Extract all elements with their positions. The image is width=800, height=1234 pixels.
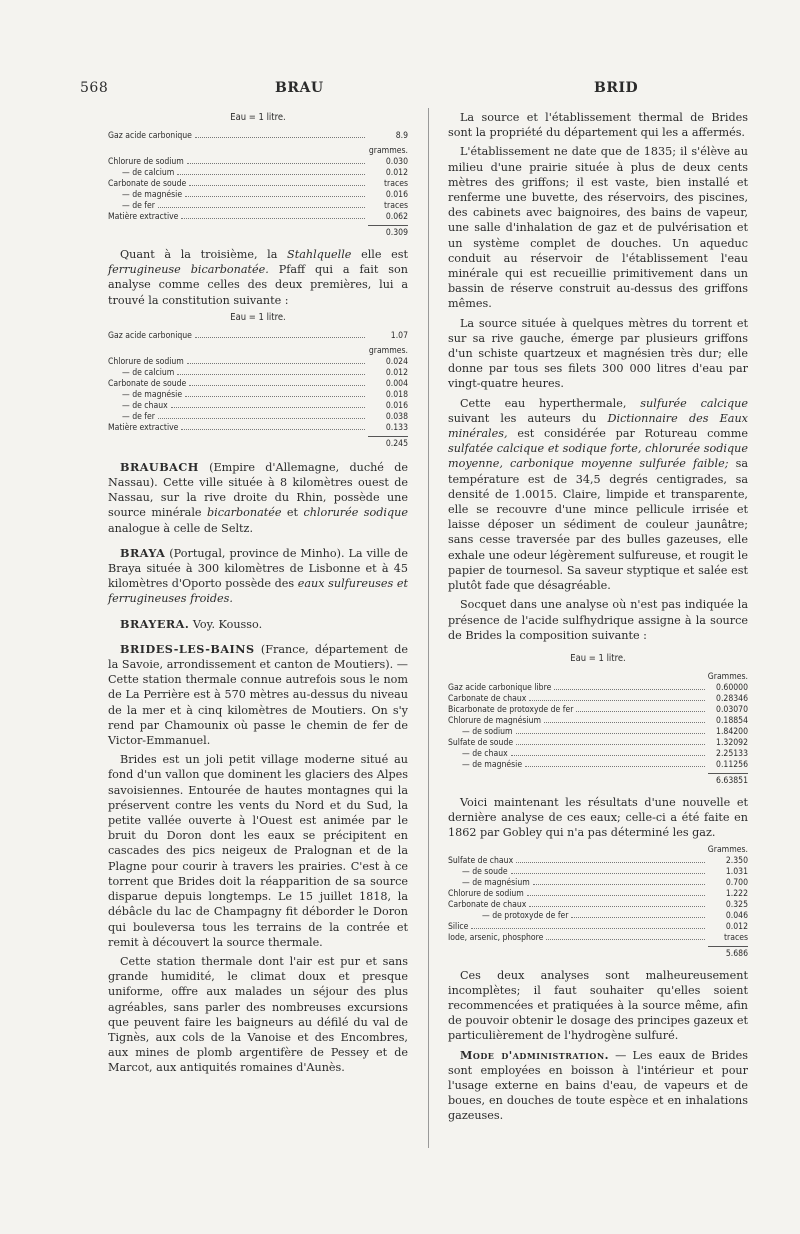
left-column: [108, 110, 408, 1080]
table-row: — de magnésie 0.018: [122, 389, 408, 400]
table-row: — de chaux 2.25133: [462, 748, 748, 759]
paragraph: Quant à la troisième, la Stahlquelle elle est ferrugineuse bicarbonatée. Pfaff qui a fait son analyse comme celles des deux premières, lui a trouvé la constitution suivante :: [108, 248, 408, 307]
right-column: [448, 110, 748, 1128]
analysis-table-2: [108, 312, 408, 450]
table-row: Carbonate de chaux 0.325: [448, 899, 748, 910]
table-row: — de magnésie 0.11256: [462, 759, 748, 770]
table-row: Chlorure de sodium 0.030: [108, 157, 408, 167]
table-unit: grammes.: [368, 345, 408, 356]
running-head-right: BRID: [594, 80, 639, 96]
table-total: 5.686: [708, 946, 748, 960]
table-row: Matière extractive 0.133: [108, 422, 408, 433]
table-unit: Grammes.: [707, 671, 748, 682]
paragraph: L'établissement ne date que de 1835; il s'élève au milieu d'une prairie située à plus de deux cents mètres des griffons; il est vaste, bien installé et renferme une buvette, des réservoirs, des piscines, des cabinets avec baignoires, des bains de vapeur, une salle d'inhalation de gaz et de pulvérisation et un système complet de douches. Un aqueduc conduit au réservoir de l'établissement l'eau minérale qui est recueillie primitivement dans un bassin de réserve construit au-dessus des griffons mêmes.: [448, 145, 748, 311]
headword: BRIDES-LES-BAINS: [120, 641, 255, 656]
table-row: Bicarbonate de protoxyde de fer 0.03070: [448, 704, 748, 715]
analysis-table-1: [108, 112, 408, 239]
table-unit: Grammes.: [707, 844, 748, 855]
table-row: — de fer 0.038: [122, 411, 408, 422]
table-row: Sulfate de soude 1.32092: [448, 737, 748, 748]
paragraph: Socquet dans une analyse où n'est pas indiquée la présence de l'acide sulfhydrique assigne à la source de Brides la composition suivante :: [448, 598, 748, 642]
table-row: — de magnésium 0.700: [462, 877, 748, 888]
table-caption: Eau = 1 litre.: [230, 311, 286, 323]
table-row: Chlorure de sodium 1.222: [448, 888, 748, 899]
table-row: Carbonate de soude 0.004: [108, 378, 408, 389]
table-caption: Eau = 1 litre.: [230, 112, 286, 123]
table-row: — de soude 1.031: [462, 866, 748, 877]
paragraph: La source et l'établissement thermal de Brides sont la propriété du département qui les a affermés.: [448, 111, 748, 140]
table-row: Gaz acide carbonique 8.9: [108, 131, 408, 141]
paragraph: Cette eau hyperthermale, sulfurée calcique suivant les auteurs du Dictionnaire des Eaux minérales, est considérée par Rotureau comme sulfatée calcique et sodique forte, chlorurée sodique moyenne, carbonique moyenne sulfurée faible; sa température est de 34,5 degrés centigrades, sa densité de 1.0015. Claire, limpide et transparente, elle se recouvre d'une mince pellicule irrisée et laisse déposer un sédiment de couleur jaunâtre; sans cesse traversée par des bulles gazeuses, elle exhale une odeur légèrement sulfureuse, et rougit le papier de tournesol. Sa saveur styptique et salée est plutôt fade que désagréable.: [448, 396, 749, 593]
analysis-table-socquet: [448, 653, 748, 787]
column-divider: [428, 108, 429, 1148]
table-row: Gaz acide carbonique 1.07: [108, 330, 408, 341]
table-total: 6.63851: [708, 773, 748, 787]
table-row: — de protoxyde de fer 0.046: [482, 910, 748, 921]
headword: BRAYA: [120, 545, 166, 560]
entry-braya: BRAYA (Portugal, province de Minho). La ville de Braya située à 300 kilomètres de Lisbonne et à 45 kilomètres d'Oporto possède des eaux sulfureuses et ferrugineuses froides.: [108, 545, 408, 606]
table-row: Matière extractive 0.062: [108, 212, 408, 222]
table-row: — de calcium 0.012: [122, 168, 408, 178]
headword: BRAUBACH: [120, 459, 199, 474]
running-head-left: BRAU: [275, 80, 324, 96]
paragraph: Cette station thermale dont l'air est pur et sans grande humidité, le climat doux et presque uniforme, offre aux malades un séjour des plus agréables, sans parler des nombreuses excursions que peuvent faire les baigneurs au défilé du val de Tignès, aux cols de la Vanoise et des Encombres, aux mines de plomb argentifère de Pessey et de Marcot, aux antiquités romaines d'Aunès.: [108, 954, 408, 1075]
table-row: — de fer traces: [122, 201, 408, 211]
table-row: Chlorure de magnésium 0.18854: [448, 715, 748, 726]
table-row: — de magnésie 0.016: [122, 190, 408, 200]
paragraph: Mode d'administration. — Les eaux de Brides sont employées en boisson à l'intérieur et pour l'usage externe en bains d'eau, de vapeurs et de boues, en douches de toute espèce et en inhalations gazeuses.: [448, 1047, 748, 1123]
analysis-table-gobley: [448, 845, 748, 960]
entry-brayera: BRAYERA. Voy. Kousso.: [120, 616, 263, 631]
headword: BRAYERA.: [120, 616, 190, 631]
table-row: Carbonate de soude traces: [108, 179, 408, 189]
entry-braubach: BRAUBACH (Empire d'Allemagne, duché de Nassau). Cette ville située à 8 kilomètres ouest de Nassau, sur la rive droite du Rhin, possède une source minérale bicarbonatée et chlorurée sodique analogue à celle de Seltz.: [108, 459, 408, 535]
table-row: — de sodium 1.84200: [462, 726, 748, 737]
table-row: Carbonate de chaux 0.28346: [448, 693, 748, 704]
paragraph: Voici maintenant les résultats d'une nouvelle et dernière analyse de ces eaux; celle-ci a été faite en 1862 par Gobley qui n'a pas déterminé les gaz.: [448, 795, 748, 840]
paragraph: Brides est un joli petit village moderne situé au fond d'un vallon que dominent les glaciers des Alpes savoisiennes. Entourée de hautes montagnes qui la préservent contre les vents du Nord et du Sud, la petite vallée ouverte à l'Ouest est animée par le bruit du Doron dont les eaux se précipitent en cascades des pics neigeux de Pralognan et de la Plagne pour courir à travers les prairies. C'est à ce torrent que Brides doit la réapparition de sa source disparue depuis longtemps. Le 15 juillet 1818, la débâcle du lac de Champagny fit déborder le Doron qui bouleversa tous les terrains de la contrée et remit à découvert la source thermale.: [108, 753, 408, 949]
entry-brides-les-bains: BRIDES-LES-BAINS (France, département de la Savoie, arrondissement et canton de Moutiers). — Cette station thermale connue autrefois sous le nom de La Perrière est à 570 mètres au-dessus du niveau de la mer et à cinq kilomètres de Moutiers. On s'y rend par Chamounix où passe le chemin de fer de Victor-Emmanuel.: [108, 641, 408, 748]
table-unit: grammes.: [368, 146, 408, 156]
subheading: Mode d'administration.: [460, 1047, 610, 1062]
table-row: Silice 0.012: [448, 921, 748, 932]
table-row: Iode, arsenic, phosphore traces: [448, 932, 748, 943]
page-number: 568: [80, 80, 109, 96]
table-row: Chlorure de sodium 0.024: [108, 356, 408, 367]
table-row: Gaz acide carbonique libre 0.60000: [448, 682, 748, 693]
table-total: 0.245: [368, 436, 408, 450]
page-header: [80, 80, 720, 104]
table-row: Sulfate de chaux 2.350: [448, 855, 748, 866]
table-caption: Eau = 1 litre.: [570, 652, 626, 664]
paragraph: La source située à quelques mètres du torrent et sur sa rive gauche, émerge par plusieurs griffons d'un schiste quartzeux et magnésien très dur; elle donne par tous ses filets 300 000 litres d'eau par vingt-quatre heures.: [448, 316, 748, 391]
table-row: — de chaux 0.016: [122, 400, 408, 411]
table-total: 0.309: [368, 225, 408, 239]
paragraph: Ces deux analyses sont malheureusement incomplètes; il faut souhaiter qu'elles soient recommencées et pratiquées à la source même, afin de pouvoir obtenir le dosage des principes gazeux et particulièrement de l'hydrogène sulfuré.: [448, 968, 748, 1043]
table-row: — de calcium 0.012: [122, 367, 408, 378]
